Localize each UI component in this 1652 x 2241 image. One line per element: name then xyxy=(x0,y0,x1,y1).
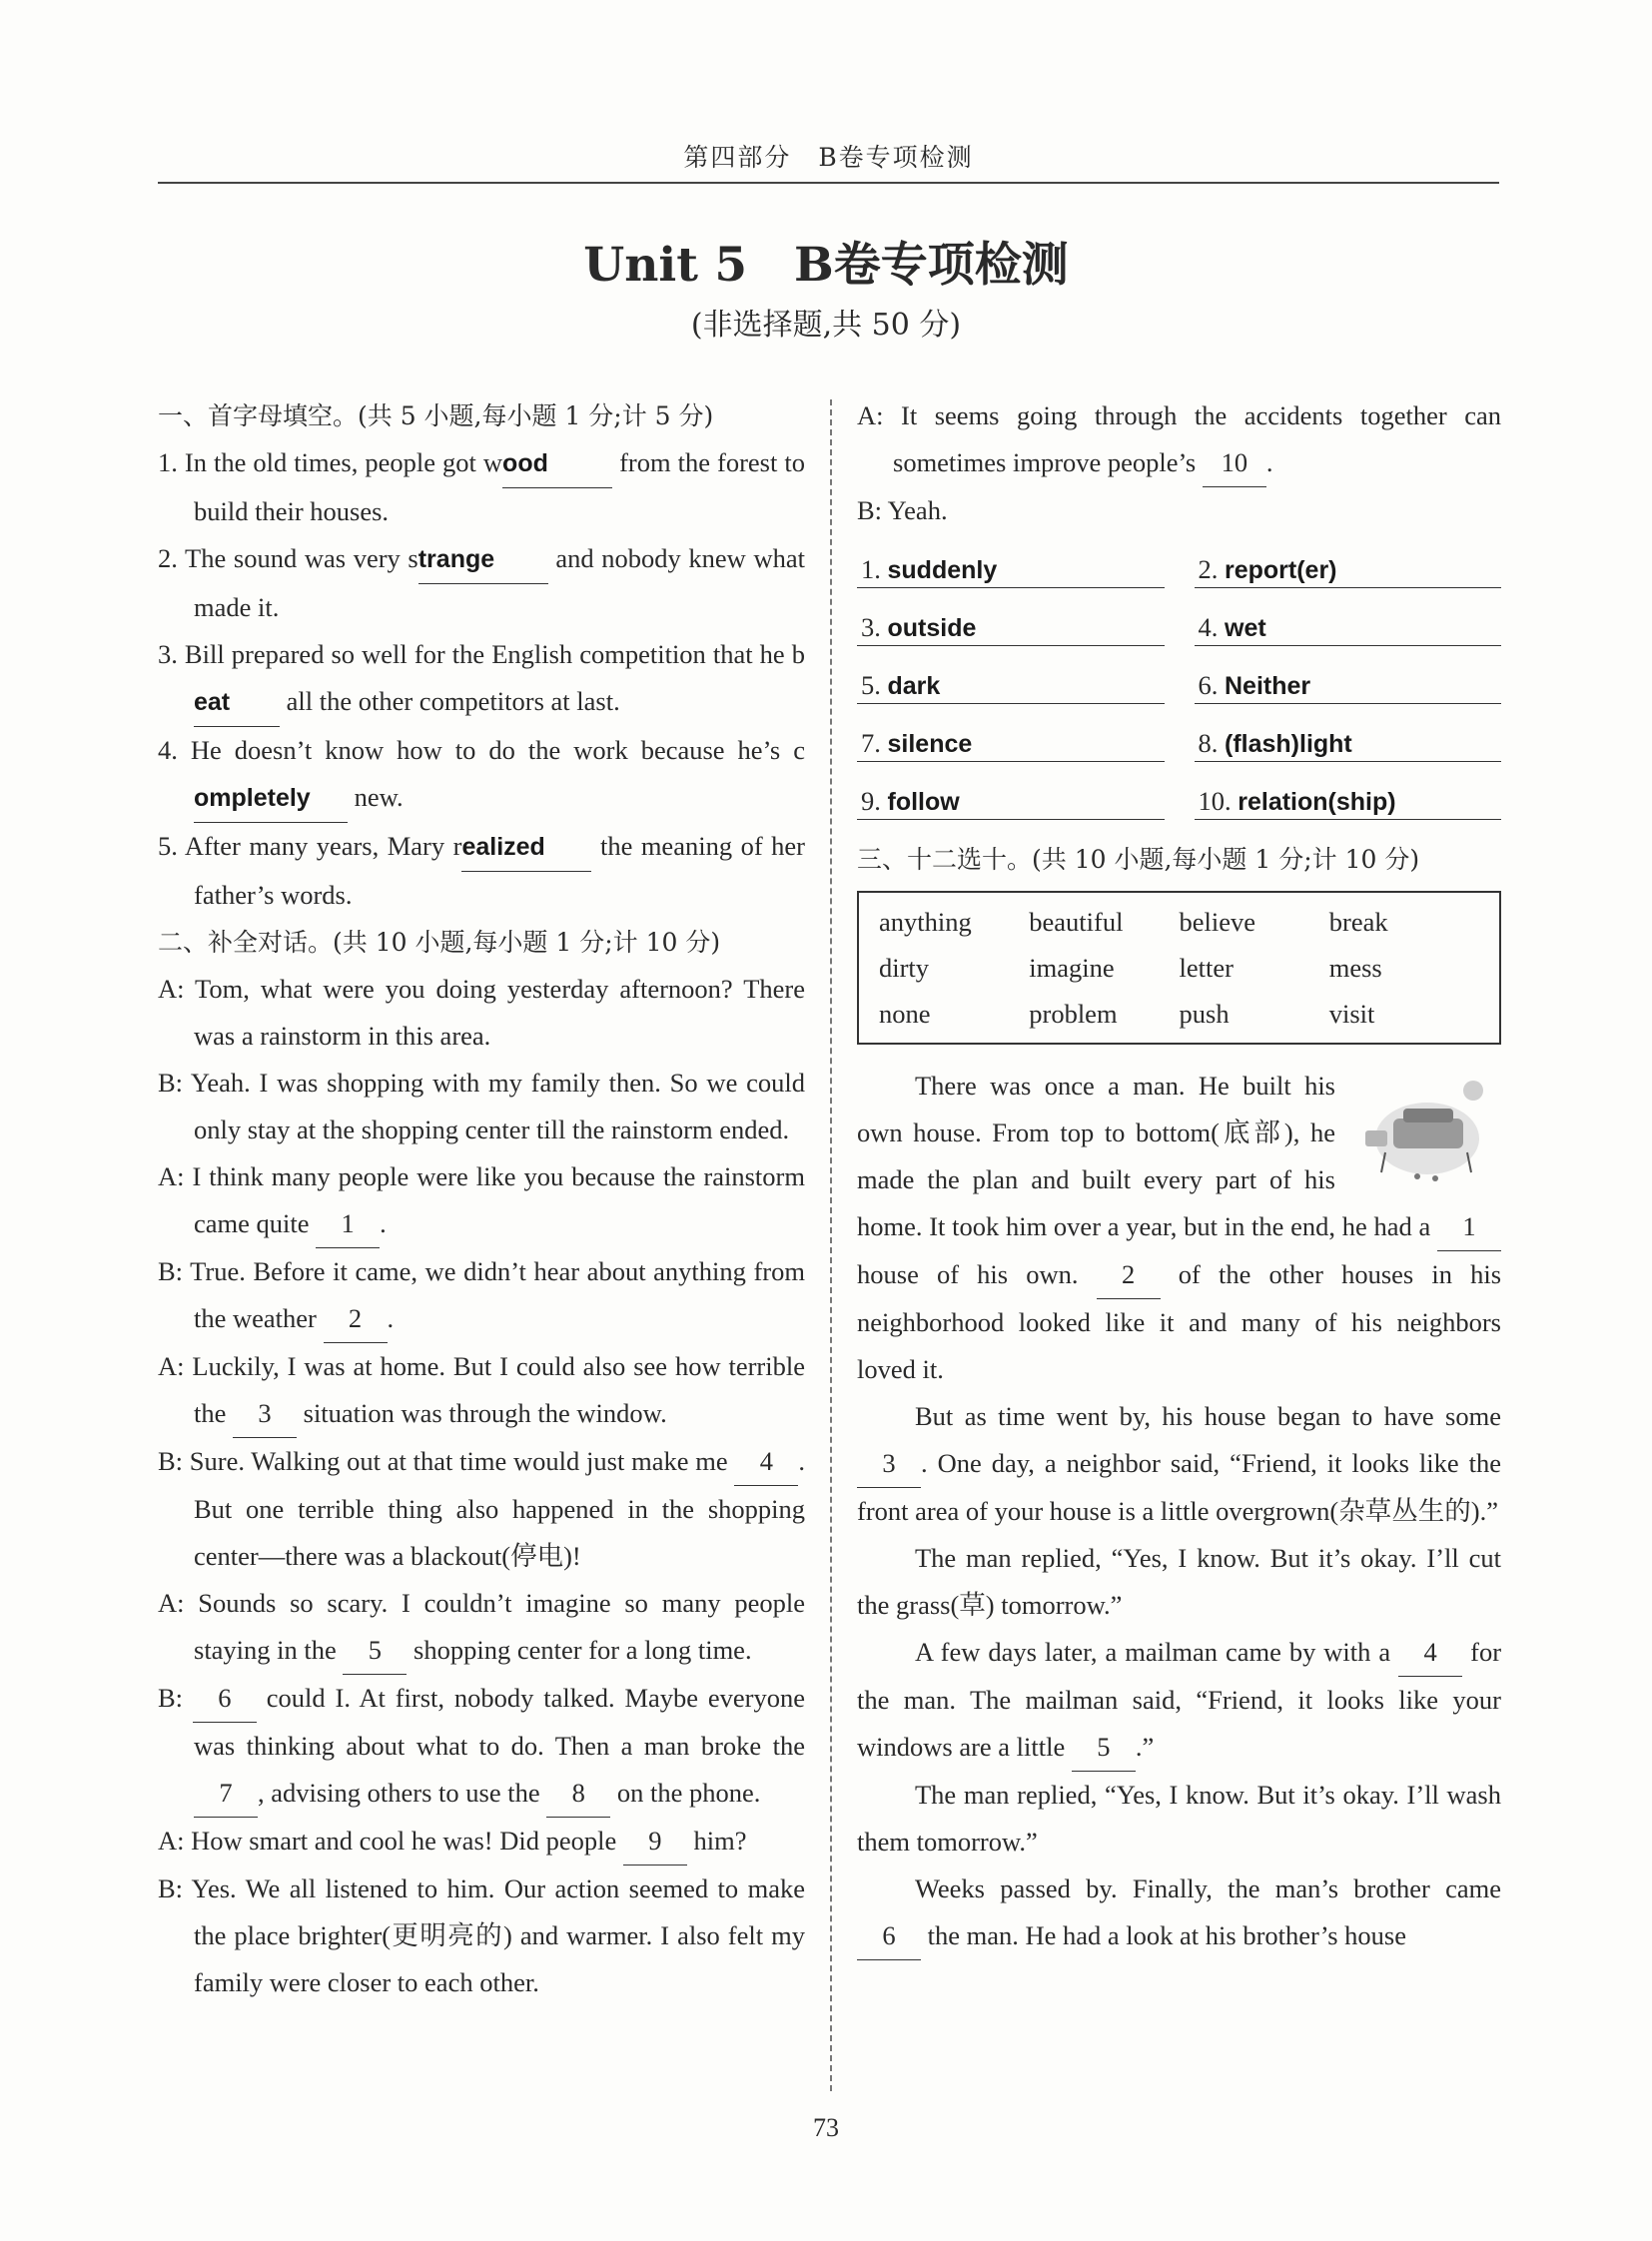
answer-grid xyxy=(857,540,1501,830)
word-bank xyxy=(857,891,1501,1045)
word-bank-item: letter xyxy=(1179,953,1234,983)
dialogue-line: B: Yeah. I was shopping with my family then. So we could only stay at the shopping center till the rainstorm ended. xyxy=(158,1068,805,1144)
blank-6: 6 xyxy=(193,1675,257,1723)
blank-3: 3 xyxy=(233,1390,297,1438)
word-bank-item: none xyxy=(879,999,931,1029)
answer-item: 1. suddenly xyxy=(857,540,1165,598)
dialogue-line: A: I think many people were like you because the rainstorm came quite 1 . xyxy=(158,1153,805,1248)
dialogue-line: A: How smart and cool he was! Did people 9 him? xyxy=(158,1818,805,1866)
question-3: 3. Bill prepared so well for the English competition that he beat all the other competitors at last. xyxy=(158,631,805,727)
dialogue-line: B: Yeah. xyxy=(857,495,948,525)
answer-item: 8. (flash)light xyxy=(1195,714,1502,772)
answer-item: 6. Neither xyxy=(1195,656,1502,714)
blank-5: 5 xyxy=(1072,1724,1136,1772)
word-bank-item: beautiful xyxy=(1029,907,1124,937)
passage-paragraph: A few days later, a mailman came by with a 4 for the man. The mailman said, “Friend, it looks like your windows are a little 5 .” xyxy=(857,1629,1501,1772)
passage-paragraph: Weeks passed by. Finally, the man’s brother came 6 the man. He had a look at his brother’s house xyxy=(857,1866,1501,1960)
answer-blank: trange xyxy=(418,535,548,584)
word-bank-item: visit xyxy=(1328,999,1375,1029)
dialogue-line: A: It seems going through the accidents together can sometimes improve people’s 10 . xyxy=(857,392,1501,487)
page-title: Unit 5 B卷专项检测 xyxy=(583,238,1069,293)
word-bank-item: imagine xyxy=(1029,953,1115,983)
left-column xyxy=(158,392,805,2006)
blank-5: 5 xyxy=(343,1627,407,1675)
blank-7: 7 xyxy=(194,1770,258,1818)
word-bank-item: mess xyxy=(1328,953,1382,983)
section2-heading: 二、补全对话。(共 10 小题,每小题 1 分;计 10 分) xyxy=(158,928,721,957)
dialogue-line: B: True. Before it came, we didn’t hear about anything from the weather 2 . xyxy=(158,1248,805,1343)
blank-8: 8 xyxy=(546,1770,610,1818)
page-number: 73 xyxy=(813,2113,839,2142)
answer-blank: ompletely xyxy=(194,774,348,823)
passage-paragraph: There was once a man. He built his own house. From top to bottom(底部), he made the plan and built every part of his home. It took him over a year, but in the end, he had a 1 house of his own. 2 of the other houses in his neighborhood looked like it and many of his neighbors loved it. xyxy=(857,1071,1502,1384)
question-2: 2. The sound was very strange and nobody knew what made it. xyxy=(158,535,805,631)
word-bank-item: problem xyxy=(1029,999,1118,1029)
question-1: 1. In the old times, people got wood from the forest to build their houses. xyxy=(158,439,805,535)
running-header: 第四部分 B卷专项检测 xyxy=(158,138,1499,184)
passage-paragraph: The man replied, “Yes, I know. But it’s okay. I’ll cut the grass(草) tomorrow.” xyxy=(857,1543,1501,1620)
answer-blank: ealized xyxy=(461,823,591,872)
question-4: 4. He doesn’t know how to do the work because he’s completely new. xyxy=(158,727,805,823)
dialogue-line: A: Tom, what were you doing yesterday afternoon? There was a rainstorm in this area. xyxy=(158,974,805,1051)
blank-1: 1 xyxy=(316,1200,380,1248)
answer-item: 4. wet xyxy=(1195,598,1502,656)
blank-2: 2 xyxy=(324,1295,388,1343)
dialogue-line: A: Sounds so scary. I couldn’t imagine so many people staying in the 5 shopping center for a long time. xyxy=(158,1580,805,1675)
section3-heading: 三、十二选十。(共 10 小题,每小题 1 分;计 10 分) xyxy=(857,845,1420,874)
right-column xyxy=(857,392,1501,1960)
word-bank-item: believe xyxy=(1179,907,1256,937)
blank-4: 4 xyxy=(1398,1629,1462,1677)
answer-blank: ood xyxy=(502,439,612,488)
answer-item: 3. outside xyxy=(857,598,1165,656)
answer-item: 7. silence xyxy=(857,714,1165,772)
dialogue-line: A: Luckily, I was at home. But I could also see how terrible the 3 situation was through the window. xyxy=(158,1343,805,1438)
dialogue-line: B: Sure. Walking out at that time would just make me 4 . But one terrible thing also happened in the shopping center—there was a blackout(停电)! xyxy=(158,1438,805,1580)
answer-item: 5. dark xyxy=(857,656,1165,714)
column-divider xyxy=(830,399,832,2091)
question-5: 5. After many years, Mary realized the meaning of her father’s words. xyxy=(158,823,805,919)
passage-paragraph: The man replied, “Yes, I know. But it’s okay. I’ll wash them tomorrow.” xyxy=(857,1780,1501,1857)
blank-1: 1 xyxy=(1437,1203,1501,1251)
answer-item: 2. report(er) xyxy=(1195,540,1502,598)
blank-2: 2 xyxy=(1097,1251,1161,1299)
section1-heading: 一、首字母填空。(共 5 小题,每小题 1 分;计 5 分) xyxy=(158,401,714,430)
answer-blank: eat xyxy=(194,678,280,727)
blank-10: 10 xyxy=(1203,439,1266,487)
word-bank-item: push xyxy=(1179,999,1230,1029)
passage-paragraph: But as time went by, his house began to have some 3 . One day, a neighbor said, “Friend, it looks like the front area of your house is a little overgrown(杂草丛生的).” xyxy=(857,1401,1501,1526)
blank-3: 3 xyxy=(857,1440,921,1488)
blank-6: 6 xyxy=(857,1912,921,1960)
page-subtitle: (非选择题,共 50 分) xyxy=(690,308,962,343)
blank-4: 4 xyxy=(734,1438,798,1486)
answer-item: 9. follow xyxy=(857,772,1165,830)
dialogue-line: B: Yes. We all listened to him. Our action seemed to make the place brighter(更明亮的) and warmer. I also felt my family were closer to each other. xyxy=(158,1873,805,1997)
dialogue-line: B: 6 could I. At first, nobody talked. Maybe everyone was thinking about what to do. Then a man broke the 7 , advising others to use the 8 on the phone. xyxy=(158,1675,805,1818)
answer-item: 10. relation(ship) xyxy=(1195,772,1502,830)
word-bank-item: break xyxy=(1328,907,1388,937)
word-bank-item: dirty xyxy=(879,953,930,983)
word-bank-item: anything xyxy=(879,907,972,937)
blank-9: 9 xyxy=(623,1818,687,1866)
house-illustration xyxy=(1355,1073,1501,1192)
